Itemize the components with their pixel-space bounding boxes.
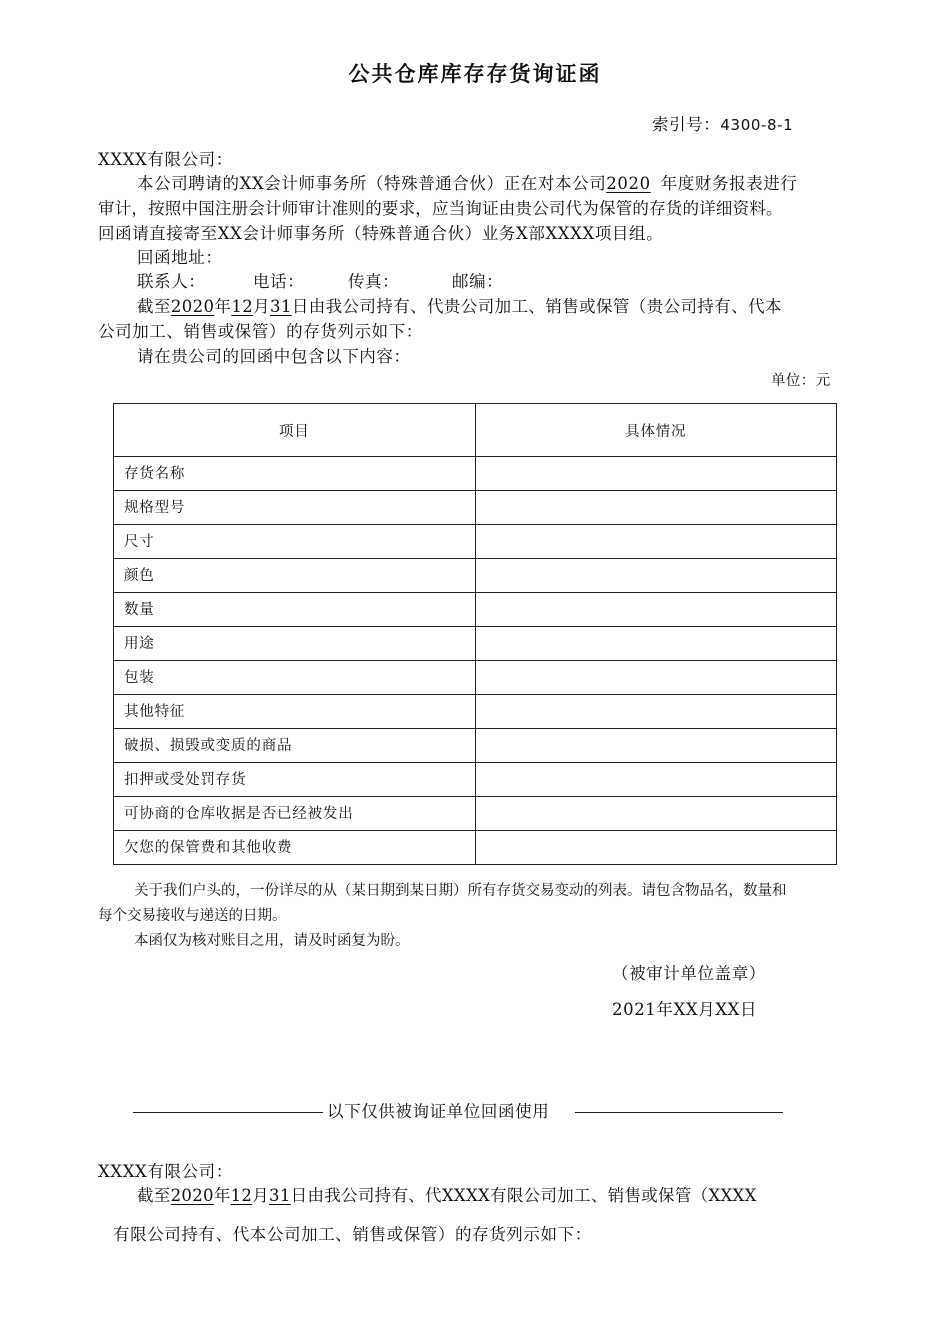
divider-line-left (133, 1112, 323, 1113)
index-label: 索引号： (652, 115, 721, 134)
table-row (114, 457, 837, 491)
index-number (652, 117, 793, 134)
row-label: 扣押或受处罚存货 (114, 763, 476, 797)
date-day: XX (715, 1000, 741, 1019)
row-value-cell[interactable] (475, 627, 837, 661)
row-value-cell[interactable] (475, 491, 837, 525)
reply-recipient: XXXX有限公司： (98, 1162, 233, 1181)
reply-day: 31 (269, 1186, 291, 1205)
row-label: 用途 (114, 627, 476, 661)
signature-date (612, 1002, 757, 1019)
row-label: 存货名称 (114, 457, 476, 491)
row-value-cell[interactable] (475, 661, 837, 695)
para2-prefix: 截至 (137, 297, 171, 316)
table-row (114, 797, 837, 831)
divider-line-right (575, 1112, 783, 1113)
document-title: 公共仓库库存存货询证函 (348, 61, 602, 86)
para2-line1 (137, 299, 782, 316)
row-value-cell[interactable] (475, 729, 837, 763)
reply-address: 回函地址： (137, 248, 223, 267)
para1-text-b: 年度财务报表进行 (660, 174, 798, 193)
note1-line1: 关于我们户头的，一份详尽的从（某日期到某日期）所有存货交易变动的列表。请包含物品名，数量和 (134, 883, 787, 899)
row-label: 数量 (114, 593, 476, 627)
table-row (114, 525, 837, 559)
table-row (114, 661, 837, 695)
para2-line2: 公司加工、销售或保管）的存货列示如下： (98, 322, 423, 341)
row-label: 尺寸 (114, 525, 476, 559)
index-value: 4300-8-1 (720, 116, 794, 134)
row-label: 颜色 (114, 559, 476, 593)
para2-year-suffix: 年 (214, 297, 232, 316)
row-value-cell[interactable] (475, 559, 837, 593)
table-header-item: 项目 (114, 404, 476, 457)
para1-line2: 审计，按照中国注册会计师审计准则的要求，应当询证由贵公司代为保管的存货的详细资料。 (98, 199, 783, 218)
unit-label: 单位：元 (771, 373, 831, 389)
row-value-cell[interactable] (475, 525, 837, 559)
row-value-cell[interactable] (475, 831, 837, 865)
table-row (114, 695, 837, 729)
para2-month-suffix: 月 (253, 297, 271, 316)
row-label: 可协商的仓库收据是否已经被发出 (114, 797, 476, 831)
para1-line1 (137, 176, 798, 193)
table-row (114, 559, 837, 593)
date-month-suffix: 月 (698, 1000, 716, 1019)
date-year: 2021 (612, 1000, 657, 1019)
contact-postcode: 邮编： (452, 272, 504, 291)
row-label: 规格型号 (114, 491, 476, 525)
inventory-table (113, 403, 837, 865)
para1-text-a: 本公司聘请的XX会计师事务所（特殊普通合伙）正在对本公司 (137, 174, 607, 193)
row-label: 其他特征 (114, 695, 476, 729)
reply-month-suffix: 月 (252, 1186, 270, 1205)
para2-text: 日由我公司持有、代贵公司加工、销售或保管（贵公司持有、代本 (291, 297, 782, 316)
reply-month: 12 (230, 1186, 253, 1205)
contact-fax: 传真： (348, 272, 400, 291)
row-value-cell[interactable] (475, 593, 837, 627)
row-label: 包装 (114, 661, 476, 695)
table-row (114, 627, 837, 661)
table-header-row (114, 404, 837, 457)
reply-year-suffix: 年 (213, 1186, 231, 1205)
table-row (114, 729, 837, 763)
row-value-cell[interactable] (475, 763, 837, 797)
row-value-cell[interactable] (475, 457, 837, 491)
please-include: 请在贵公司的回函中包含以下内容： (137, 347, 411, 366)
row-label: 欠您的保管费和其他收费 (114, 831, 476, 865)
table-row (114, 593, 837, 627)
reply-year: 2020 (170, 1186, 214, 1205)
para2-month: 12 (231, 297, 254, 316)
para1-year: 2020 (606, 174, 651, 193)
seal-text: （被审计单位盖章） (612, 964, 766, 983)
table-row (114, 763, 837, 797)
para1-line3: 回函请直接寄至XX会计师事务所（特殊普通合伙）业务X部XXXX项目组。 (98, 224, 664, 243)
date-month: XX (673, 1000, 699, 1019)
recipient: XXXX有限公司： (98, 150, 233, 169)
contact-person: 联系人： (137, 272, 206, 291)
table-header-details: 具体情况 (475, 404, 837, 457)
date-year-suffix: 年 (656, 1000, 674, 1019)
note2: 本函仅为核对账目之用，请及时函复为盼。 (134, 933, 410, 949)
row-value-cell[interactable] (475, 695, 837, 729)
row-label: 破损、损毁或变质的商品 (114, 729, 476, 763)
contact-phone: 电话： (253, 272, 305, 291)
table-row (114, 831, 837, 865)
divider-text: 以下仅供被询证单位回函使用 (327, 1102, 550, 1121)
reply-line1 (137, 1188, 757, 1205)
para2-day: 31 (270, 297, 292, 316)
para2-year: 2020 (170, 297, 215, 316)
reply-text: 日由我公司持有、代XXXX有限公司加工、销售或保管（XXXX (290, 1186, 757, 1205)
reply-line2: 有限公司持有、代本公司加工、销售或保管）的存货列示如下： (113, 1225, 592, 1244)
date-day-suffix: 日 (740, 1000, 758, 1019)
note1-line2: 每个交易接收与递送的日期。 (98, 908, 287, 924)
table-row (114, 491, 837, 525)
row-value-cell[interactable] (475, 797, 837, 831)
reply-prefix: 截至 (137, 1186, 171, 1205)
